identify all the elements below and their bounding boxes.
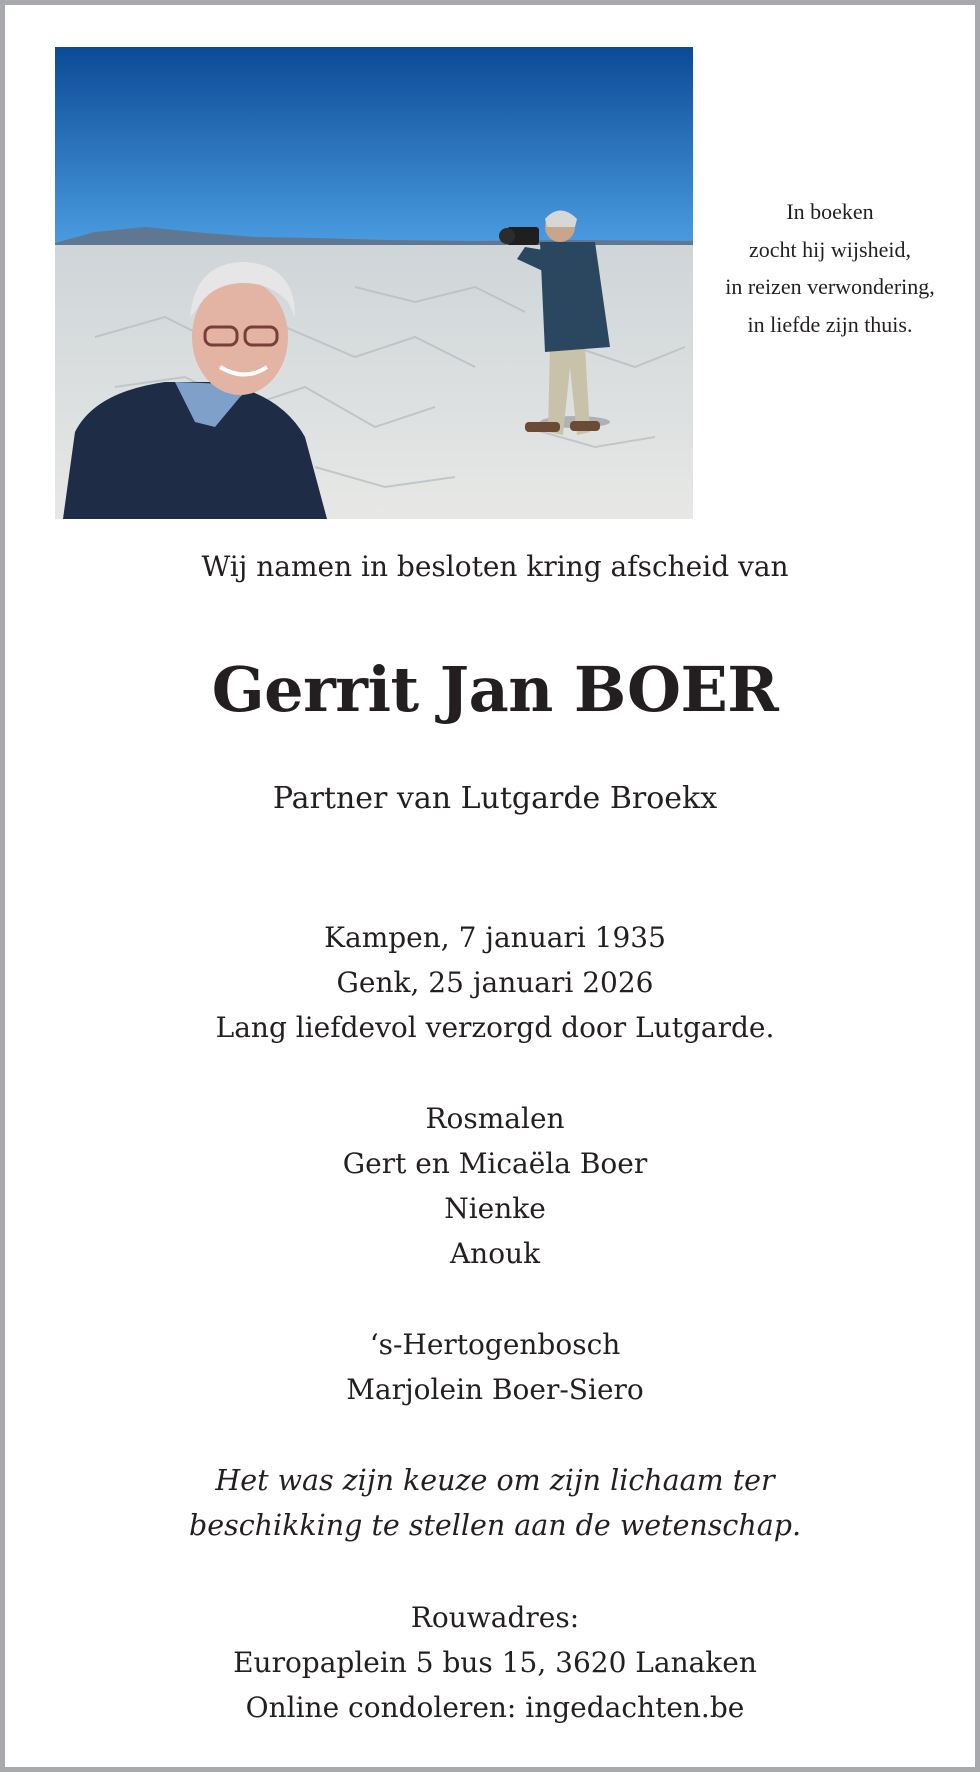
body-donation-note [5,1458,980,1548]
family-member: Marjolein Boer-Siero [346,1373,644,1406]
care-line: Lang liefdevol verzorgd door Lutgarde. [215,1011,775,1044]
family-group-hertogenbosch [5,1322,980,1412]
life-dates [5,915,980,1050]
family-group-rosmalen [5,1096,980,1276]
deceased-name: Gerrit Jan BOER [211,653,779,726]
family-place: ‘s-Hertogenbosch [369,1328,621,1361]
family-member: Anouk [449,1237,541,1270]
poem-line: in liefde zijn thuis. [747,311,913,337]
poem [705,193,955,343]
photo-illustration [55,47,693,519]
family-place: Rosmalen [425,1102,565,1135]
poem-line: zocht hij wijsheid, [749,236,911,262]
mourning-address [5,1595,980,1730]
quote-line: Het was zijn keuze om zijn lichaam ter [215,1464,775,1497]
poem-line: in reizen verwondering, [725,274,935,299]
partner-line: Partner van Lutgarde Broekx [272,781,718,816]
sky [55,47,693,243]
quote-line: beschikking te stellen aan de wetenschap. [188,1509,802,1542]
portrait-photo [55,47,693,519]
birth-line: Kampen, 7 januari 1935 [324,921,666,954]
family-member: Gert en Micaëla Boer [342,1147,648,1180]
online-condolence: Online condoleren: ingedachten.be [245,1691,745,1724]
death-line: Genk, 25 januari 2026 [336,966,654,999]
family-member: Nienke [444,1192,546,1225]
poem-line: In boeken [786,199,874,224]
intro-text: Wij namen in besloten kring afscheid van [201,550,789,583]
address-label: Rouwadres: [410,1601,580,1634]
address-street: Europaplein 5 bus 15, 3620 Lanaken [233,1646,757,1679]
